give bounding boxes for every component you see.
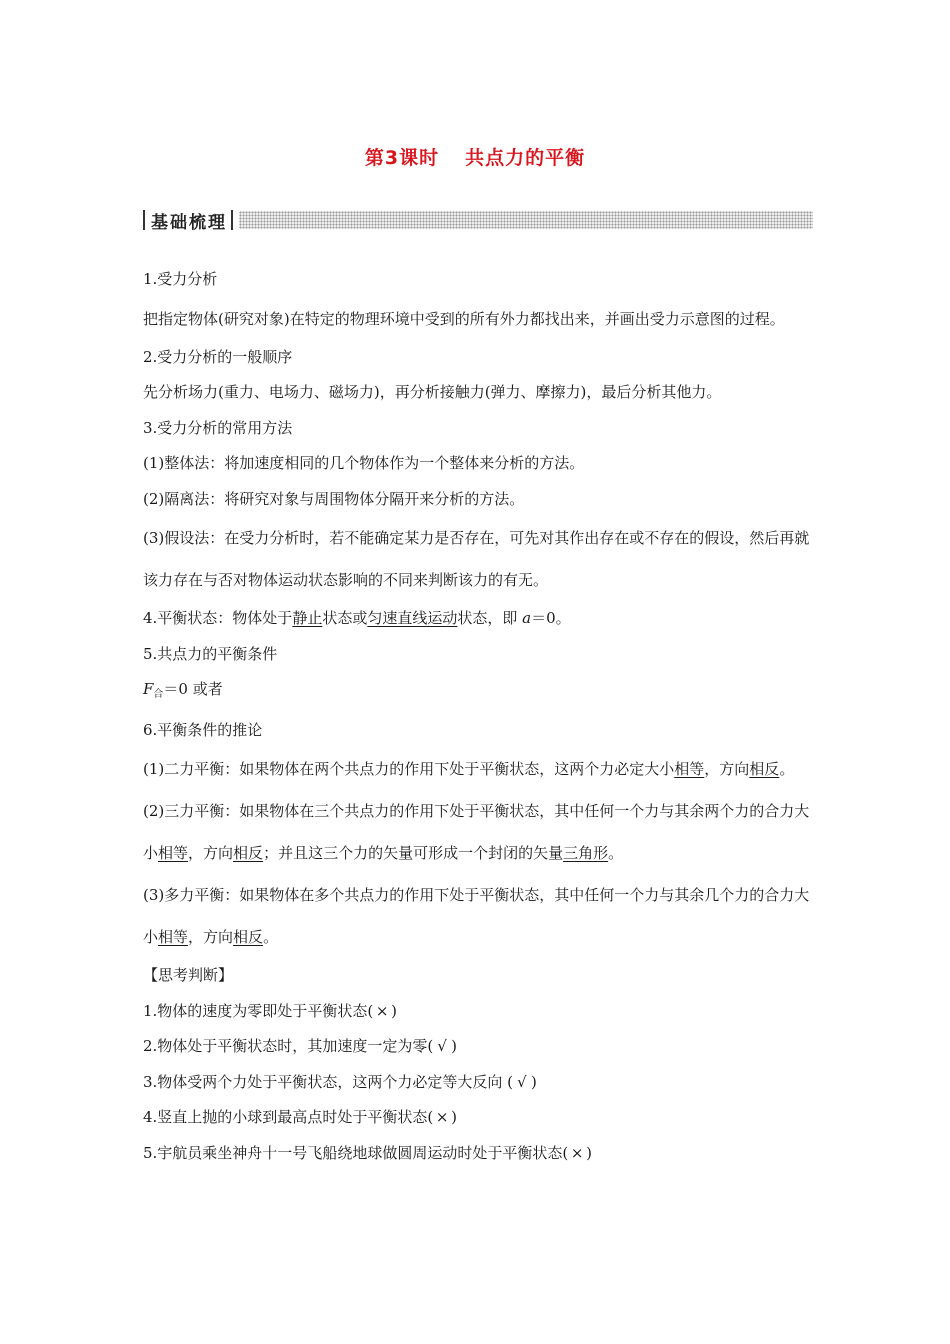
force-subscript: 合 <box>153 689 164 700</box>
inference-multi-forces <box>143 874 813 958</box>
judgement-mark: × <box>570 1143 584 1162</box>
inference-three-mid2: ；并且这三个力的矢量可形成一个封闭的矢量 <box>263 844 564 862</box>
answer-opposite: 相反 <box>749 760 780 778</box>
judgement-mark: × <box>435 1108 449 1126</box>
equilibrium-suffix: 状态，即 <box>457 609 523 627</box>
equilibrium-equation: ＝0。 <box>531 609 571 627</box>
judgement-close: ) <box>586 1143 593 1162</box>
answer-equal: 相等 <box>674 760 705 778</box>
text-analysis-order: 先分析场力(重力、电场力、磁场力)，再分析接触力(弹力、摩擦力)，最后分析其他力。 <box>143 383 722 401</box>
inference-multi-mid: ，方向 <box>188 928 234 946</box>
judgement-close: ) <box>451 1108 458 1126</box>
judgement-close: ) <box>391 1001 398 1020</box>
answer-static: 静止 <box>292 609 323 627</box>
inference-two-forces <box>143 748 813 790</box>
judgement-mark: √ <box>437 1037 447 1055</box>
method-whole-body: (1)整体法：将加速度相同的几个物体作为一个整体来分析的方法。 <box>143 454 585 472</box>
method-isolation: (2)隔离法：将研究对象与周围物体分隔开来分析的方法。 <box>143 489 525 508</box>
lesson-title <box>0 143 950 170</box>
judgement-close: ) <box>451 1037 458 1055</box>
lesson-number: 第3课时 <box>364 147 440 169</box>
inference-three-end: 。 <box>608 844 624 862</box>
answer-equal: 相等 <box>158 928 189 946</box>
equilibrium-mid: 状态或 <box>322 609 368 627</box>
judgement-item <box>143 1065 813 1101</box>
lesson-topic: 共点力的平衡 <box>465 147 586 169</box>
section-bar-right-tick <box>231 210 233 230</box>
method-hypothesis: (3)假设法：在受力分析时，若不能确定某力是否存在，可先对其作出存在或不存在的假设，然后再就该力存在与否对物体运动状态影响的不同来判断该力的有无。 <box>143 529 810 589</box>
equilibrium-condition-formula <box>143 672 813 713</box>
inference-three-text: (2)三力平衡：如果物体在三个共点力的作用下处于平衡状态，其中任何一个力与其余两个力的合力大小 <box>143 802 810 862</box>
content-body <box>143 262 813 1171</box>
answer-opposite: 相反 <box>233 928 264 946</box>
judgement-text: 4.竖直上抛的小球到最高点时处于平衡状态( <box>143 1108 434 1126</box>
force-variable: F <box>143 680 154 698</box>
section-label: 基础梳理 <box>151 213 227 233</box>
equilibrium-prefix: 4.平衡状态：物体处于 <box>143 609 293 627</box>
section-header-bar <box>143 207 813 233</box>
condition-rest: ＝0 或者 <box>163 680 223 698</box>
inference-three-mid: ，方向 <box>188 844 234 862</box>
inference-two-text: (1)二力平衡：如果物体在两个共点力的作用下处于平衡状态，这两个力必定大小 <box>143 760 675 778</box>
answer-uniform-motion: 匀速直线运动 <box>367 609 458 627</box>
judgement-text: 2.物体处于平衡状态时，其加速度一定为零( <box>143 1037 434 1055</box>
inference-multi-end: 。 <box>263 928 279 946</box>
judgement-item <box>143 1100 813 1136</box>
judgement-item <box>143 1029 813 1065</box>
judgement-text: 1.物体的速度为零即处于平衡状态( <box>143 1001 374 1020</box>
judgement-mark: × <box>375 1001 389 1020</box>
answer-triangle: 三角形 <box>563 844 609 862</box>
judgement-mark: √ <box>517 1072 527 1091</box>
heading-inferences: 6.平衡条件的推论 <box>143 720 263 739</box>
heading-analysis-order: 2.受力分析的一般顺序 <box>143 347 293 366</box>
heading-common-methods: 3.受力分析的常用方法 <box>143 418 293 437</box>
heading-force-analysis: 1.受力分析 <box>143 270 218 288</box>
inference-three-forces <box>143 790 813 874</box>
acceleration-variable: a <box>522 609 532 627</box>
section-bar-left-tick <box>143 210 145 230</box>
judgement-text: 3.物体受两个力处于平衡状态，这两个力必定等大反向 ( <box>143 1072 513 1091</box>
equilibrium-state-line <box>143 601 813 637</box>
judgement-item <box>143 1136 813 1172</box>
section-dotted-pattern <box>239 211 813 229</box>
answer-opposite: 相反 <box>233 844 264 862</box>
heading-equilibrium-condition: 5.共点力的平衡条件 <box>143 644 278 663</box>
judgement-text: 5.宇航员乘坐神舟十一号飞船绕地球做圆周运动时处于平衡状态( <box>143 1143 569 1162</box>
inference-multi-text: (3)多力平衡：如果物体在多个共点力的作用下处于平衡状态，其中任何一个力与其余几个力的合力大小 <box>143 886 810 946</box>
judgement-close: ) <box>530 1072 537 1091</box>
inference-two-mid: ，方向 <box>704 760 750 778</box>
text-force-analysis: 把指定物体(研究对象)在特定的物理环境中受到的所有外力都找出来，并画出受力示意图的过程。 <box>143 309 785 328</box>
judgement-heading: 【思考判断】 <box>143 966 234 984</box>
judgement-item <box>143 994 813 1030</box>
answer-equal: 相等 <box>158 844 189 862</box>
inference-two-end: 。 <box>779 760 795 778</box>
